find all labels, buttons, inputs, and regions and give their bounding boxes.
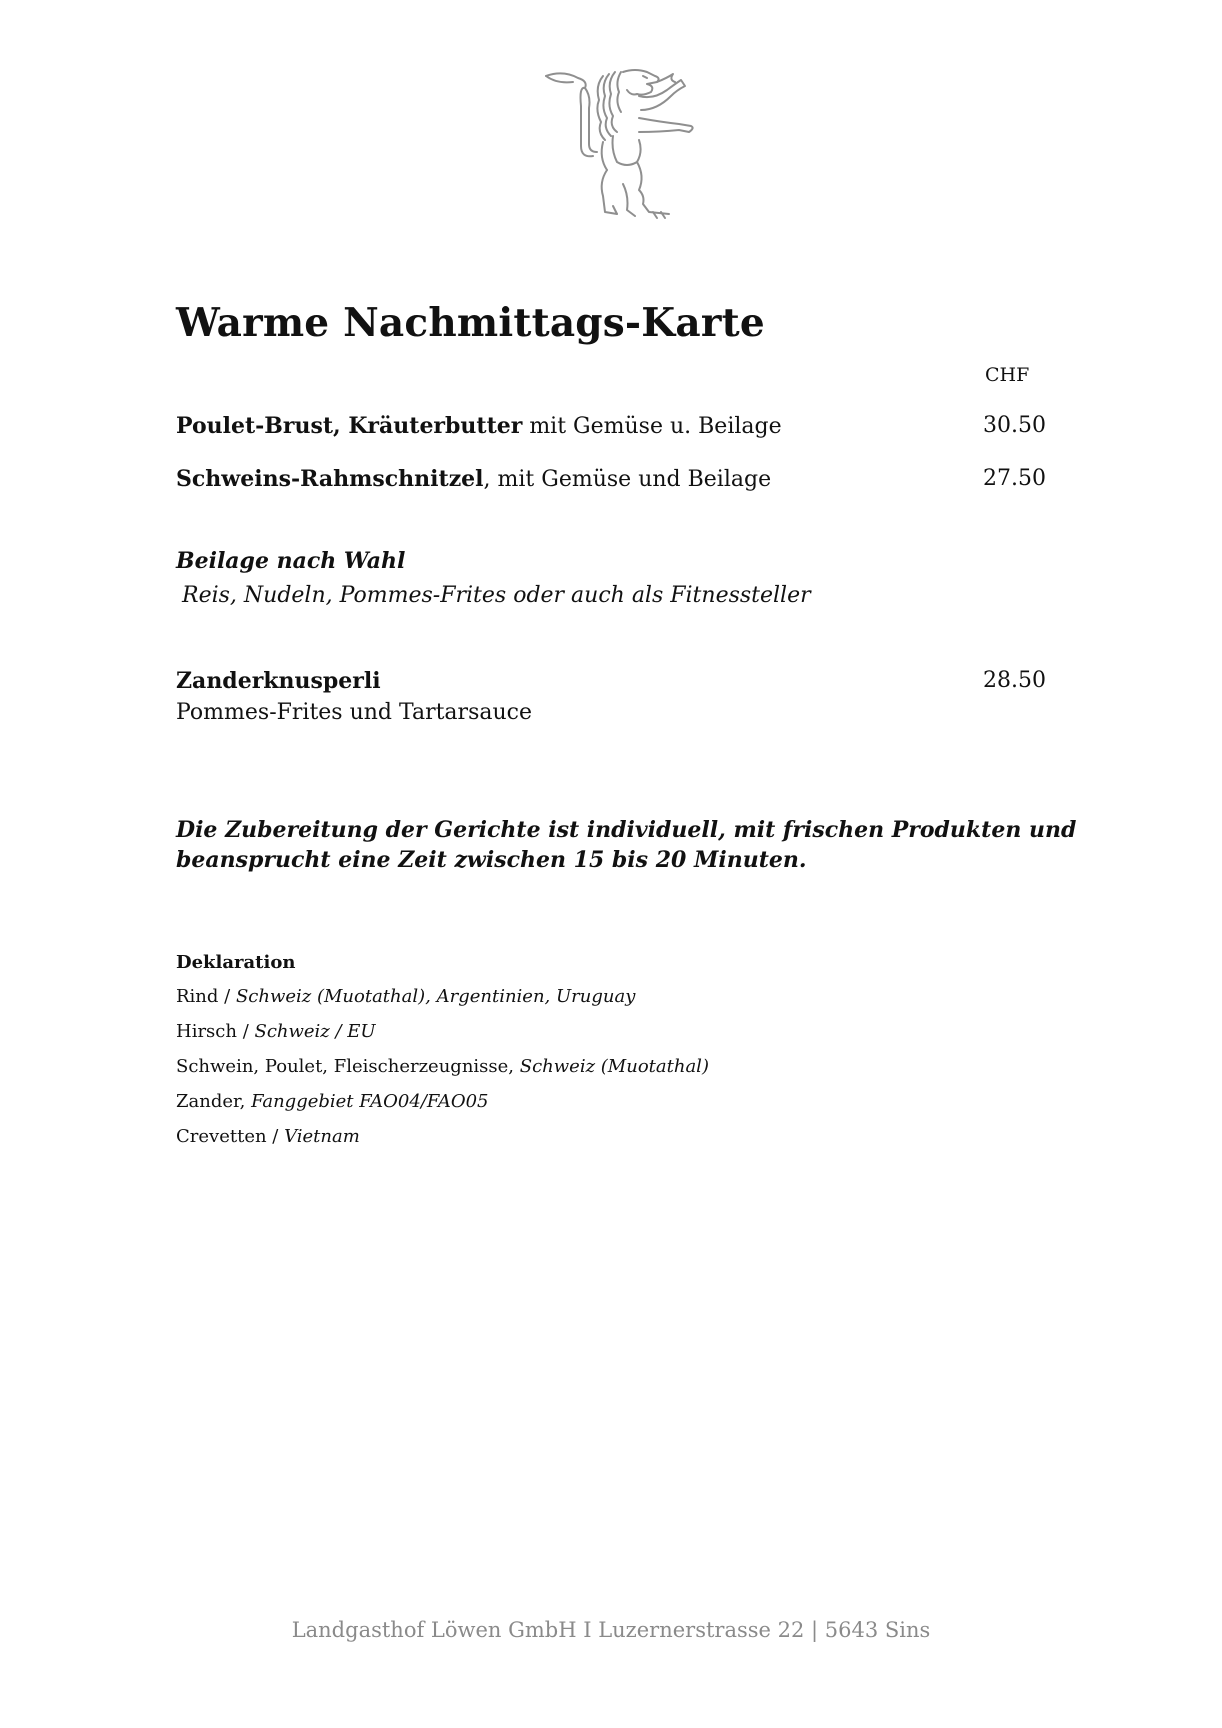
dish-name: Zanderknusperli: [176, 668, 381, 694]
footer-address: Landgasthof Löwen GmbH I Luzernerstrasse 22 | 5643 Sins: [291, 1618, 931, 1642]
dish-item: [176, 413, 1046, 439]
dish-description: Pommes-Frites und Tartarsauce: [176, 700, 532, 725]
currency-label: CHF: [985, 364, 1030, 386]
declaration-line: [176, 1091, 489, 1112]
dish-price: 27.50: [983, 466, 1046, 491]
dish-item: [176, 466, 1046, 492]
declaration-line: [176, 986, 635, 1007]
dish-description: , mit Gemüse und Beilage: [483, 467, 772, 492]
declaration-item: Rind /: [176, 986, 236, 1007]
declaration-item: Zander,: [176, 1091, 252, 1112]
lion-rampant-icon: [543, 66, 717, 220]
dish-name: Poulet-Brust, Kräuterbutter: [176, 413, 523, 439]
declaration-line: [176, 1126, 360, 1147]
declaration-origin: Schweiz / EU: [254, 1021, 376, 1042]
declaration-origin: Schweiz (Muotathal), Argentinien, Uruguay: [235, 986, 636, 1007]
dish-description: mit Gemüse u. Beilage: [522, 414, 782, 439]
declaration-origin: Vietnam: [284, 1126, 360, 1147]
menu-title: Warme Nachmittags-Karte: [176, 300, 765, 346]
declaration-origin: Fanggebiet FAO04/FAO05: [251, 1091, 489, 1112]
side-dish-options: Reis, Nudeln, Pommes-Frites oder auch als Fitnessteller: [182, 583, 811, 608]
declaration-title: Deklaration: [176, 952, 296, 973]
declaration-item: Crevetten /: [176, 1126, 285, 1147]
dish-item: [176, 668, 1046, 694]
preparation-note: Die Zubereitung der Gerichte ist individuell, mit frischen Produkten und beansprucht eine Zeit zwischen 15 bis 20 Minuten.: [176, 817, 1077, 873]
dish-name: Schweins-Rahmschnitzel: [176, 466, 484, 492]
declaration-line: [176, 1056, 709, 1077]
declaration-item: Schwein, Poulet, Fleischerzeugnisse,: [176, 1056, 520, 1077]
dish-price: 28.50: [983, 668, 1046, 693]
dish-price: 30.50: [983, 413, 1046, 438]
side-dish-title: Beilage nach Wahl: [176, 548, 406, 574]
declaration-item: Hirsch /: [176, 1021, 255, 1042]
declaration-line: [176, 1021, 376, 1042]
declaration-origin: Schweiz (Muotathal): [519, 1056, 709, 1077]
